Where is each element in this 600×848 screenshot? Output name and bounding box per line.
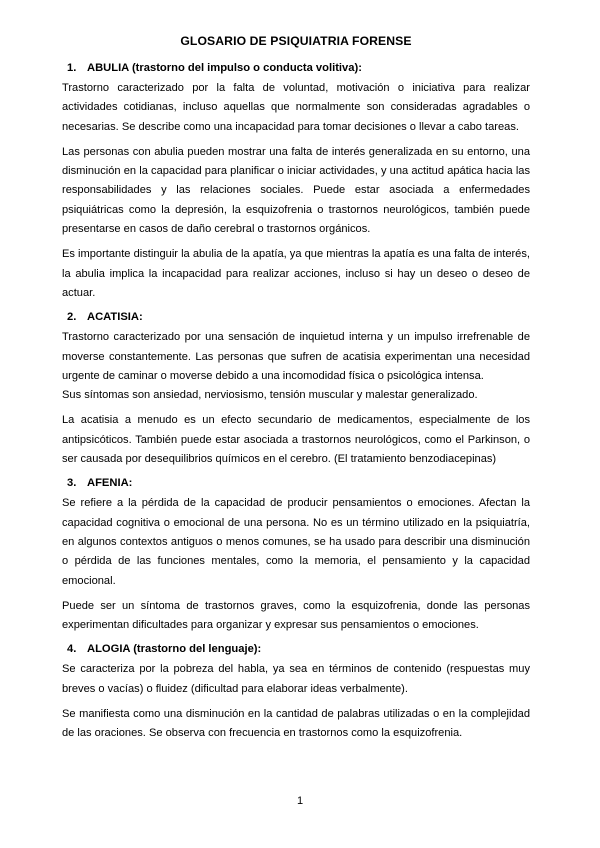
- section-acatisia: [62, 311, 530, 469]
- paragraph: La acatisia a menudo es un efecto secundario de medicamentos, especialmente de los antipsicóticos. También puede estar asociada a trastornos neurológicos, como el Parkinson, o ser causada por desequilibrios químicos en el cerebro. (El tratamiento benzodiacepinas): [62, 414, 530, 466]
- paragraph: Trastorno caracterizado por una sensación de inquietud interna y un impulso irrefrenable de moverse constantemente. Las personas que sufren de acatisia experimentan una necesidad urgente de caminar o moverse debido a una incomodidad física o psicológica intensa.: [62, 331, 530, 382]
- section-number: 1.: [67, 62, 77, 74]
- section-afenia: [62, 477, 530, 635]
- section-heading: [62, 477, 530, 489]
- paragraph: Trastorno caracterizado por la falta de voluntad, motivación o iniciativa para realizar actividades cotidianas, incluso aquellas que normalmente son consideradas agradables o necesarias. Se describe como una incapacidad para tomar decisiones o llevar a cabo tareas.: [62, 82, 530, 133]
- section-abulia: [62, 62, 530, 303]
- section-title: ABULIA (trastorno del impulso o conducta volitiva):: [87, 62, 362, 74]
- paragraph: Sus síntomas son ansiedad, nerviosismo, tensión muscular y malestar generalizado.: [62, 389, 478, 402]
- paragraph: Las personas con abulia pueden mostrar una falta de interés generalizada en su entorno, una disminución en la capacidad para planificar o iniciar actividades, y una actitud apática hacia las responsabilidades y las relaciones sociales. Puede estar asociada a enfermedades psiquiátricas como la depresión, la esquizofrenia o trastornos neurológicos, también puede presentarse en casos de daño cerebral o trastornos orgánicos.: [62, 145, 530, 236]
- section-heading: [62, 62, 530, 74]
- section-heading: [62, 643, 530, 655]
- section-number: 3.: [67, 477, 77, 490]
- section-number: 2.: [67, 311, 77, 324]
- section-title: ACATISIA:: [87, 311, 143, 324]
- section-heading: [62, 311, 530, 323]
- paragraph: Es importante distinguir la abulia de la apatía, ya que mientras la apatía es una falta de interés, la abulia implica la incapacidad para realizar acciones, incluso si hay un deseo o deseo de actuar.: [62, 248, 530, 299]
- paragraph: Se refiere a la pérdida de la capacidad de producir pensamientos o emociones. Afectan la capacidad cognitiva o emocional de una persona. No es un término utilizado en la psiquiatría, en algunos contextos antiguos o menos comunes, se ha usado para describir una disminución o pérdida de las funciones mentales, como la memoria, el pensamiento y la capacidad emocional.: [62, 497, 530, 587]
- document-page: [62, 34, 530, 750]
- page-title: GLOSARIO DE PSIQUIATRIA FORENSE: [180, 34, 412, 48]
- page-number: 1: [296, 795, 304, 807]
- section-number: 4.: [67, 643, 77, 656]
- paragraph: Se manifiesta como una disminución en la cantidad de palabras utilizadas o en la complejidad de las oraciones. Se observa con frecuencia en trastornos como la esquizofrenia.: [62, 708, 530, 740]
- section-alogia: [62, 643, 530, 743]
- section-title: ALOGIA (trastorno del lenguaje):: [87, 643, 262, 656]
- section-title: AFENIA:: [87, 477, 133, 490]
- paragraph: Se caracteriza por la pobreza del habla, ya sea en términos de contenido (respuestas muy breves o vacías) o fluidez (dificultad para elaborar ideas verbalmente).: [62, 663, 530, 695]
- paragraph: Puede ser un síntoma de trastornos graves, como la esquizofrenia, donde las personas experimentan dificultades para organizar y expresar sus pensamientos o emociones.: [62, 599, 530, 632]
